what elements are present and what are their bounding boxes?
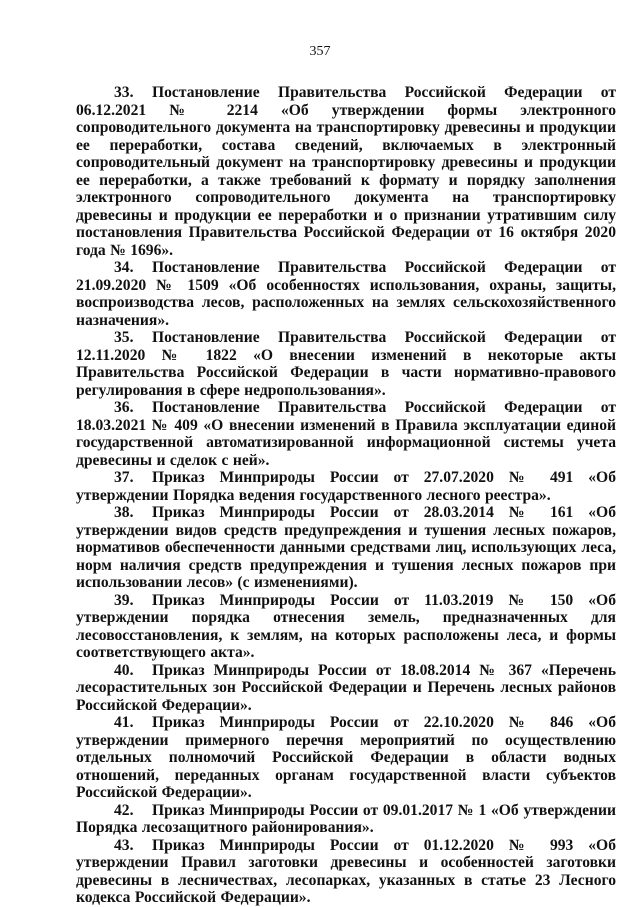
item-number: 37.: [114, 469, 134, 486]
item-number: 40.: [114, 661, 134, 679]
item-number: 38.: [114, 504, 134, 521]
item-text: Постановление Правительства Российской Федерации от 21.09.2020 № 1509 «Об особенностях использования, охраны, защиты, воспроизводства лесов, расположенных на землях сельскохозяйственного назначения».: [76, 259, 616, 329]
item-text: Приказ Минприроды России от 18.08.2014 № 367 «Перечень лесорастительных зон Российской Федерации и Перечень лесных районов Российской Федерации».: [76, 661, 616, 714]
item-text: Постановление Правительства Российской Федерации от 06.12.2021 № 2214 «Об утверждении формы электронного сопроводительного документа на транспортировку древесины и продукции ее переработки, состава сведений, включаемых в электронный сопроводительный документ на транспортировку древесины и продукции ее переработки, а также требований к формату и порядку заполнения электронного сопроводительного документа на транспортировку древесины и продукции ее переработки и о признании утратившим силу постановления Правительства Российской Федерации от 16 октября 2020 года № 1696».: [76, 84, 616, 259]
item-number: 41.: [114, 714, 134, 731]
list-item: [76, 504, 616, 592]
item-text: Постановление Правительства Российской Федерации от 18.03.2021 № 409 «О внесении изменений в Правила эксплуатации единой государственной автоматизированной информационной системы учета древесины и сделок с ней».: [76, 399, 616, 469]
list-item: [76, 469, 616, 504]
item-text: Приказ Минприроды России от 09.01.2017 № 1 «Об утверждении Порядка лесозащитного районирования».: [76, 801, 616, 836]
list-item: [76, 802, 616, 837]
list-item: [76, 84, 616, 259]
item-text: Постановление Правительства Российской Федерации от 12.11.2020 № 1822 «О внесении изменений в некоторые акты Правительства Российской Федерации в части нормативно-правового регулирования в сфере недропользования».: [76, 329, 616, 399]
list-item: [76, 592, 616, 662]
item-text: Приказ Минприроды России от 22.10.2020 № 846 «Об утверждении примерного перечня мероприятий по осуществлению отдельных полномочий Российской Федерации в области водных отношений, переданных органам государственной власти субъектов Российской Федерации».: [76, 714, 616, 801]
item-text: Приказ Минприроды России от 27.07.2020 № 491 «Об утверждении Порядка ведения государственного лесного реестра».: [76, 469, 616, 504]
list-item: [76, 714, 616, 802]
item-text: Приказ Минприроды России от 11.03.2019 № 150 «Об утверждении порядка отнесения земель, предназначенных для лесовосстановления, к землям, на которых расположены леса, и формы соответствующего акта».: [76, 591, 616, 661]
list-item: [76, 662, 616, 715]
item-number: 39.: [114, 591, 134, 609]
item-number: 34.: [114, 259, 134, 276]
item-number: 42.: [114, 801, 134, 819]
list-item: [76, 329, 616, 399]
regulation-list: [76, 84, 616, 907]
list-item: [76, 259, 616, 329]
list-item: [76, 399, 616, 469]
item-number: 33.: [114, 84, 134, 101]
item-number: 43.: [114, 836, 134, 854]
item-number: 36.: [114, 399, 134, 416]
item-number: 35.: [114, 329, 134, 346]
item-text: Приказ Минприроды России от 28.03.2014 № 161 «Об утверждении видов средств предупреждения и тушения лесных пожаров, нормативов обеспеченности данными средствами лиц, использующих леса, норм наличия средств предупреждения и тушения лесных пожаров при использовании лесов» (с изменениями).: [76, 504, 616, 591]
item-text: Приказ Минприроды России от 01.12.2020 № 993 «Об утверждении Правил заготовки древесины и особенностей заготовки древесины в лесничествах, лесопарках, указанных в статье 23 Лесного кодекса Российской Федерации».: [76, 836, 616, 906]
page-number: 357: [309, 44, 331, 59]
list-item: [76, 837, 616, 907]
